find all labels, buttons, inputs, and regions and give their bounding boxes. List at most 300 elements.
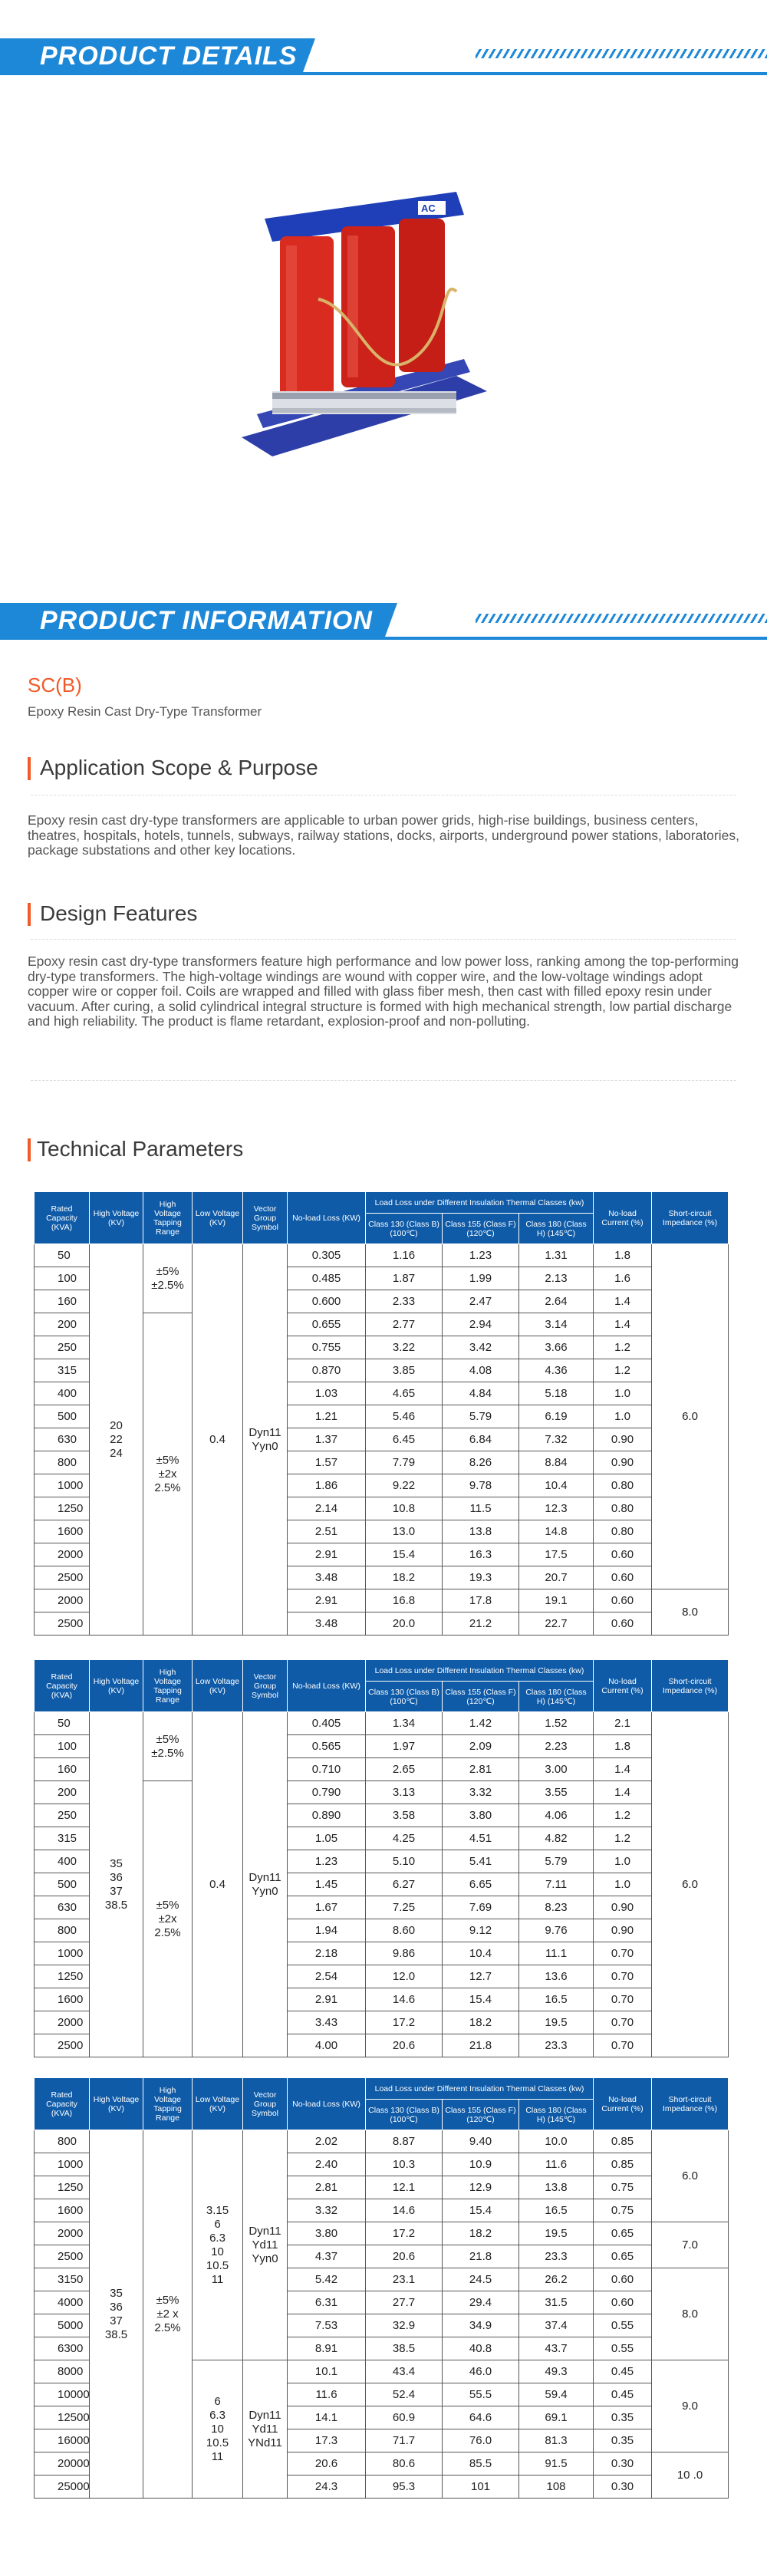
cell-impedance: 6.0 (652, 1712, 729, 2057)
cell-noload-current: 0.60 (594, 2291, 652, 2314)
cell-load-f: 9.78 (443, 1474, 519, 1497)
cell-noload-current: 1.6 (594, 1267, 652, 1290)
cell-capacity: 160 (35, 1290, 90, 1313)
cell-noload-loss: 2.51 (288, 1520, 366, 1543)
cell-load-f: 8.26 (443, 1451, 519, 1474)
cell-line: 35 (110, 1856, 123, 1870)
cell-capacity: 630 (35, 1428, 90, 1451)
cell-noload-loss: 2.91 (288, 1988, 366, 2011)
cell-line: 6.3 (209, 2408, 225, 2422)
cell-line: 2.5% (154, 1481, 181, 1494)
cell-noload-loss: 0.870 (288, 1359, 366, 1382)
product-subtitle: Epoxy Resin Cast Dry-Type Transformer (28, 704, 262, 719)
col-capacity: Rated Capacity (KVA) (35, 2078, 90, 2130)
cell-load-h: 26.2 (519, 2268, 594, 2291)
cell-line: 37 (110, 1884, 123, 1898)
cell-noload-current: 1.0 (594, 1873, 652, 1896)
cell-capacity: 800 (35, 1919, 90, 1942)
cell-tap (143, 1781, 193, 2057)
col-tap: High Voltage Tapping Range (143, 1660, 193, 1712)
col-noload-loss: No-load Loss (KW) (288, 2078, 366, 2130)
cell-noload-loss: 0.890 (288, 1804, 366, 1827)
cell-capacity: 2000 (35, 1589, 90, 1612)
col-lv: Low Voltage (KV) (193, 2078, 243, 2130)
cell-noload-loss: 8.91 (288, 2337, 366, 2360)
table-row (35, 1244, 729, 1267)
cell-load-h: 5.18 (519, 1382, 594, 1405)
cell-load-b: 8.87 (366, 2130, 443, 2153)
col-noload-current: No-load Current (%) (594, 1660, 652, 1712)
cell-hv (90, 1712, 143, 2057)
cell-load-f: 21.8 (443, 2034, 519, 2057)
product-information-banner (0, 597, 767, 643)
cell-load-h: 12.3 (519, 1497, 594, 1520)
cell-noload-current: 0.85 (594, 2130, 652, 2153)
cell-load-b: 3.58 (366, 1804, 443, 1827)
product-details-banner (0, 32, 767, 78)
cell-load-f: 2.81 (443, 1758, 519, 1781)
cell-capacity: 315 (35, 1359, 90, 1382)
cell-capacity: 200 (35, 1313, 90, 1336)
cell-load-f: 19.3 (443, 1566, 519, 1589)
cell-load-h: 31.5 (519, 2291, 594, 2314)
cell-noload-current: 1.8 (594, 1735, 652, 1758)
cell-noload-loss: 7.53 (288, 2314, 366, 2337)
cell-load-f: 11.5 (443, 1497, 519, 1520)
cell-noload-current: 0.30 (594, 2452, 652, 2476)
cell-impedance: 6.0 (652, 1244, 729, 1589)
cell-load-b: 18.2 (366, 1566, 443, 1589)
cell-line: ±5% (156, 1453, 179, 1467)
cell-noload-current: 0.60 (594, 1589, 652, 1612)
cell-noload-current: 0.65 (594, 2245, 652, 2268)
cell-line: Dyn11 (249, 1870, 281, 1884)
cell-line: Yd11 (252, 2238, 278, 2252)
cell-capacity: 1000 (35, 2153, 90, 2176)
cell-capacity: 1600 (35, 1988, 90, 2011)
cell-impedance: 8.0 (652, 1589, 729, 1636)
col-class-f: Class 155 (Class F) (120℃) (443, 2100, 519, 2130)
cell-load-b: 14.6 (366, 2199, 443, 2222)
cell-capacity: 1250 (35, 2176, 90, 2199)
cell-load-h: 108 (519, 2476, 594, 2499)
cell-capacity: 3150 (35, 2268, 90, 2291)
cell-noload-current: 0.70 (594, 2011, 652, 2034)
cell-capacity: 2500 (35, 2245, 90, 2268)
cell-load-b: 15.4 (366, 1543, 443, 1566)
cell-noload-loss: 1.37 (288, 1428, 366, 1451)
col-class-b: Class 130 (Class B) (100℃) (366, 2100, 443, 2130)
cell-noload-current: 1.8 (594, 1244, 652, 1267)
cell-capacity: 50 (35, 1712, 90, 1735)
cell-noload-current: 0.35 (594, 2429, 652, 2452)
cell-load-f: 17.8 (443, 1589, 519, 1612)
cell-noload-loss: 0.485 (288, 1267, 366, 1290)
cell-noload-loss: 0.565 (288, 1735, 366, 1758)
cell-noload-loss: 1.94 (288, 1919, 366, 1942)
col-capacity: Rated Capacity (KVA) (35, 1192, 90, 1244)
cell-capacity: 2000 (35, 2011, 90, 2034)
cell-line: 36 (110, 1870, 123, 1884)
cell-load-h: 23.3 (519, 2245, 594, 2268)
cell-load-f: 6.84 (443, 1428, 519, 1451)
cell-noload-loss: 0.755 (288, 1336, 366, 1359)
cell-load-f: 85.5 (443, 2452, 519, 2476)
col-vector-group: Vector Group Symbol (243, 1660, 288, 1712)
cell-noload-loss: 0.710 (288, 1758, 366, 1781)
cell-load-f: 10.4 (443, 1942, 519, 1965)
cell-capacity: 1250 (35, 1965, 90, 1988)
cell-load-h: 7.32 (519, 1428, 594, 1451)
cell-load-h: 69.1 (519, 2406, 594, 2429)
cell-load-h: 5.79 (519, 1850, 594, 1873)
cell-tap (143, 1244, 193, 1313)
cell-capacity: 100 (35, 1735, 90, 1758)
cell-line: 10 (211, 2422, 224, 2436)
cell-capacity: 2500 (35, 2034, 90, 2057)
cell-capacity: 2000 (35, 1543, 90, 1566)
cell-load-b: 1.97 (366, 1735, 443, 1758)
cell-load-f: 3.80 (443, 1804, 519, 1827)
cell-load-h: 4.06 (519, 1804, 594, 1827)
cell-load-f: 4.84 (443, 1382, 519, 1405)
cell-noload-loss: 3.32 (288, 2199, 366, 2222)
cell-load-b: 20.0 (366, 1612, 443, 1636)
cell-noload-loss: 17.3 (288, 2429, 366, 2452)
cell-tap (143, 1313, 193, 1636)
cell-load-f: 2.09 (443, 1735, 519, 1758)
cell-capacity: 250 (35, 1804, 90, 1827)
cell-capacity: 4000 (35, 2291, 90, 2314)
cell-noload-loss: 2.18 (288, 1942, 366, 1965)
cell-line: 6.3 (209, 2231, 225, 2245)
cell-noload-loss: 1.21 (288, 1405, 366, 1428)
cell-load-f: 101 (443, 2476, 519, 2499)
cell-noload-loss: 5.42 (288, 2268, 366, 2291)
cell-capacity: 5000 (35, 2314, 90, 2337)
cell-load-f: 12.9 (443, 2176, 519, 2199)
cell-impedance: 9.0 (652, 2360, 729, 2452)
cell-load-f: 4.51 (443, 1827, 519, 1850)
cell-load-f: 5.41 (443, 1850, 519, 1873)
cell-load-h: 20.7 (519, 1566, 594, 1589)
cell-load-f: 2.47 (443, 1290, 519, 1313)
cell-noload-loss: 3.80 (288, 2222, 366, 2245)
cell-line: Dyn11 (249, 1425, 281, 1439)
cell-load-f: 9.40 (443, 2130, 519, 2153)
cell-load-b: 1.87 (366, 1267, 443, 1290)
col-impedance: Short-circuit Impedance (%) (652, 1660, 729, 1712)
cell-noload-loss: 1.05 (288, 1827, 366, 1850)
design-heading: Design Features (28, 901, 197, 926)
cell-impedance: 10 .0 (652, 2452, 729, 2499)
cell-line: ±2.5% (151, 1278, 184, 1292)
cell-load-h: 19.5 (519, 2222, 594, 2245)
cell-line: 11 (211, 2272, 224, 2286)
cell-load-f: 10.9 (443, 2153, 519, 2176)
cell-load-f: 18.2 (443, 2011, 519, 2034)
cell-load-b: 9.22 (366, 1474, 443, 1497)
cell-noload-current: 0.80 (594, 1497, 652, 1520)
col-capacity: Rated Capacity (KVA) (35, 1660, 90, 1712)
cell-load-b: 71.7 (366, 2429, 443, 2452)
cell-load-h: 4.82 (519, 1827, 594, 1850)
cell-line: Dyn11 (249, 2408, 281, 2422)
cell-load-f: 1.42 (443, 1712, 519, 1735)
cell-capacity: 200 (35, 1781, 90, 1804)
cell-noload-current: 0.60 (594, 2268, 652, 2291)
cell-noload-loss: 0.600 (288, 1290, 366, 1313)
cell-capacity: 6300 (35, 2337, 90, 2360)
cell-load-b: 2.65 (366, 1758, 443, 1781)
cell-noload-current: 0.45 (594, 2360, 652, 2383)
cell-line: 6 (214, 2217, 221, 2231)
cell-load-h: 17.5 (519, 1543, 594, 1566)
cell-load-h: 11.1 (519, 1942, 594, 1965)
col-load-loss: Load Loss under Different Insulation Thermal Classes (kw) (366, 2078, 594, 2100)
cell-line: ±5% (156, 1732, 179, 1746)
cell-load-h: 16.5 (519, 2199, 594, 2222)
cell-load-f: 9.12 (443, 1919, 519, 1942)
cell-load-f: 21.2 (443, 1612, 519, 1636)
cell-noload-loss: 2.81 (288, 2176, 366, 2199)
cell-line: ±5% (156, 2293, 179, 2307)
cell-load-b: 5.46 (366, 1405, 443, 1428)
cell-load-h: 1.31 (519, 1244, 594, 1267)
cell-line: 35 (110, 2286, 123, 2300)
cell-load-f: 13.8 (443, 1520, 519, 1543)
col-vector-group: Vector Group Symbol (243, 1192, 288, 1244)
cell-load-f: 3.42 (443, 1336, 519, 1359)
cell-line: 38.5 (104, 2327, 128, 2341)
cell-capacity: 400 (35, 1382, 90, 1405)
cell-noload-loss: 0.405 (288, 1712, 366, 1735)
cell-load-h: 22.7 (519, 1612, 594, 1636)
design-text: Epoxy resin cast dry-type transformers feature high performance and low power loss, ranking among the top-performing dry-type transformers. The high-voltage windings are wound with copper wire, and the low-voltage windings adopt copper wire or copper foil. Coils are wrapped and filled with glass fiber mesh, then cast with filled epoxy resin under vacuum. After curing, a solid cylindrical integral structure is formed with high mechanical strength, low partial discharge and high reliability. The product is flame retardant, explosion-proof and non-polluting. (28, 954, 739, 1029)
cell-noload-current: 1.2 (594, 1336, 652, 1359)
cell-load-b: 7.79 (366, 1451, 443, 1474)
cell-load-b: 3.85 (366, 1359, 443, 1382)
cell-line: 37 (110, 2314, 123, 2327)
cell-vector-group (243, 2360, 288, 2499)
cell-capacity: 50 (35, 1244, 90, 1267)
cell-load-h: 2.13 (519, 1267, 594, 1290)
cell-load-f: 1.99 (443, 1267, 519, 1290)
cell-capacity: 500 (35, 1873, 90, 1896)
cell-load-b: 4.25 (366, 1827, 443, 1850)
cell-load-b: 23.1 (366, 2268, 443, 2291)
cell-load-b: 20.6 (366, 2034, 443, 2057)
cell-line: 36 (110, 2300, 123, 2314)
banner-title: PRODUCT DETAILS (40, 41, 298, 71)
col-load-loss: Load Loss under Different Insulation Thermal Classes (kw) (366, 1660, 594, 1682)
cell-noload-loss: 11.6 (288, 2383, 366, 2406)
cell-load-f: 55.5 (443, 2383, 519, 2406)
cell-noload-loss: 1.03 (288, 1382, 366, 1405)
col-hv: High Voltage (KV) (90, 1660, 143, 1712)
cell-load-h: 13.6 (519, 1965, 594, 1988)
cell-load-f: 64.6 (443, 2406, 519, 2429)
cell-load-f: 21.8 (443, 2245, 519, 2268)
cell-load-b: 6.27 (366, 1873, 443, 1896)
scope-text: Epoxy resin cast dry-type transformers are applicable to urban power grids, high-rise buildings, business centers, theatres, hospitals, hotels, tunnels, subways, railway stations, docks, airports, underground power stations, laboratories, package substations and other key locations. (28, 812, 739, 858)
cell-vector-group (243, 1712, 288, 2057)
banner-title: PRODUCT INFORMATION (40, 606, 373, 635)
cell-noload-current: 0.80 (594, 1520, 652, 1543)
cell-hv (90, 2130, 143, 2499)
cell-load-h: 8.84 (519, 1451, 594, 1474)
cell-impedance: 7.0 (652, 2222, 729, 2268)
cell-noload-loss: 10.1 (288, 2360, 366, 2383)
cell-capacity: 25000 (35, 2476, 90, 2499)
spec-table-35kv-large (34, 2077, 729, 2499)
cell-capacity: 1000 (35, 1474, 90, 1497)
cell-noload-loss: 20.6 (288, 2452, 366, 2476)
cell-load-b: 1.16 (366, 1244, 443, 1267)
cell-noload-current: 0.70 (594, 1965, 652, 1988)
cell-load-b: 32.9 (366, 2314, 443, 2337)
cell-noload-loss: 3.48 (288, 1566, 366, 1589)
cell-capacity: 630 (35, 1896, 90, 1919)
cell-load-h: 49.3 (519, 2360, 594, 2383)
cell-load-b: 80.6 (366, 2452, 443, 2476)
cell-noload-current: 1.4 (594, 1313, 652, 1336)
cell-noload-current: 2.1 (594, 1712, 652, 1735)
cell-line: ±2 x (156, 2307, 179, 2321)
cell-noload-loss: 24.3 (288, 2476, 366, 2499)
cell-capacity: 250 (35, 1336, 90, 1359)
cell-line: 10.5 (206, 2436, 229, 2449)
cell-noload-current: 0.75 (594, 2199, 652, 2222)
cell-capacity: 400 (35, 1850, 90, 1873)
cell-line: ±5% (156, 1898, 179, 1912)
cell-vector-group (243, 2130, 288, 2360)
cell-noload-loss: 0.655 (288, 1313, 366, 1336)
cell-line: Yyn0 (252, 1439, 278, 1453)
cell-load-f: 34.9 (443, 2314, 519, 2337)
cell-load-h: 2.64 (519, 1290, 594, 1313)
cell-load-f: 3.32 (443, 1781, 519, 1804)
col-noload-current: No-load Current (%) (594, 1192, 652, 1244)
cell-load-b: 43.4 (366, 2360, 443, 2383)
cell-load-b: 4.65 (366, 1382, 443, 1405)
cell-line: 38.5 (104, 1898, 128, 1912)
cell-load-h: 9.76 (519, 1919, 594, 1942)
cell-capacity: 160 (35, 1758, 90, 1781)
cell-capacity: 2500 (35, 1612, 90, 1636)
cell-capacity: 500 (35, 1405, 90, 1428)
cell-load-b: 9.86 (366, 1942, 443, 1965)
cell-noload-loss: 2.40 (288, 2153, 366, 2176)
cell-load-b: 5.10 (366, 1850, 443, 1873)
cell-lv (193, 2130, 243, 2360)
cell-load-b: 1.34 (366, 1712, 443, 1735)
cell-line: ±2x (158, 1912, 177, 1925)
cell-load-h: 19.1 (519, 1589, 594, 1612)
cell-load-h: 3.66 (519, 1336, 594, 1359)
cell-capacity: 12500 (35, 2406, 90, 2429)
spec-table-35kv-small (34, 1659, 729, 2057)
cell-noload-current: 0.60 (594, 1612, 652, 1636)
cell-noload-loss: 2.91 (288, 1589, 366, 1612)
cell-line: ±2.5% (151, 1746, 184, 1760)
cell-load-f: 1.23 (443, 1244, 519, 1267)
cell-noload-loss: 2.91 (288, 1543, 366, 1566)
cell-noload-loss: 6.31 (288, 2291, 366, 2314)
cell-capacity: 1600 (35, 1520, 90, 1543)
col-noload-loss: No-load Loss (KW) (288, 1192, 366, 1244)
cell-capacity: 16000 (35, 2429, 90, 2452)
cell-load-b: 7.25 (366, 1896, 443, 1919)
cell-load-h: 8.23 (519, 1896, 594, 1919)
cell-load-h: 3.00 (519, 1758, 594, 1781)
cell-noload-current: 0.60 (594, 1566, 652, 1589)
cell-noload-current: 1.4 (594, 1758, 652, 1781)
cell-line: Yd11 (252, 2422, 278, 2436)
cell-load-b: 14.6 (366, 1988, 443, 2011)
cell-load-h: 43.7 (519, 2337, 594, 2360)
cell-impedance: 6.0 (652, 2130, 729, 2222)
cell-load-h: 19.5 (519, 2011, 594, 2034)
cell-noload-current: 0.70 (594, 2034, 652, 2057)
cell-load-f: 15.4 (443, 1988, 519, 2011)
cell-noload-current: 0.30 (594, 2476, 652, 2499)
cell-load-h: 14.8 (519, 1520, 594, 1543)
cell-load-h: 91.5 (519, 2452, 594, 2476)
cell-noload-current: 1.0 (594, 1382, 652, 1405)
col-vector-group: Vector Group Symbol (243, 2078, 288, 2130)
cell-load-h: 16.5 (519, 1988, 594, 2011)
col-class-h: Class 180 (Class H) (145℃) (519, 1682, 594, 1712)
cell-noload-loss: 4.37 (288, 2245, 366, 2268)
cell-capacity: 100 (35, 1267, 90, 1290)
cell-load-f: 4.08 (443, 1359, 519, 1382)
cell-noload-current: 1.2 (594, 1359, 652, 1382)
col-load-loss: Load Loss under Different Insulation Thermal Classes (kw) (366, 1192, 594, 1214)
col-class-h: Class 180 (Class H) (145℃) (519, 2100, 594, 2130)
cell-noload-loss: 1.45 (288, 1873, 366, 1896)
cell-noload-loss: 0.305 (288, 1244, 366, 1267)
cell-line: Yyn0 (252, 1884, 278, 1898)
product-model: SC(B) (28, 674, 82, 697)
cell-line: 2.5% (154, 1925, 181, 1939)
cell-noload-loss: 14.1 (288, 2406, 366, 2429)
table-row (35, 1712, 729, 1735)
tech-heading: Technical Parameters (28, 1137, 243, 1161)
cell-noload-loss: 2.54 (288, 1965, 366, 1988)
cell-hv (90, 1244, 143, 1636)
cell-load-b: 6.45 (366, 1428, 443, 1451)
col-noload-loss: No-load Loss (KW) (288, 1660, 366, 1712)
cell-load-b: 27.7 (366, 2291, 443, 2314)
col-class-h: Class 180 (Class H) (145℃) (519, 1214, 594, 1244)
col-impedance: Short-circuit Impedance (%) (652, 1192, 729, 1244)
cell-vector-group (243, 1244, 288, 1636)
cell-line: 2.5% (154, 2321, 181, 2334)
cell-load-h: 2.23 (519, 1735, 594, 1758)
cell-noload-current: 0.90 (594, 1919, 652, 1942)
col-tap: High Voltage Tapping Range (143, 1192, 193, 1244)
cell-line: Yyn0 (252, 2252, 278, 2265)
cell-load-h: 10.4 (519, 1474, 594, 1497)
cell-load-f: 46.0 (443, 2360, 519, 2383)
cell-load-f: 15.4 (443, 2199, 519, 2222)
cell-load-f: 24.5 (443, 2268, 519, 2291)
cell-noload-current: 1.2 (594, 1827, 652, 1850)
cell-load-b: 2.33 (366, 1290, 443, 1313)
cell-noload-current: 0.70 (594, 1988, 652, 2011)
cell-capacity: 8000 (35, 2360, 90, 2383)
